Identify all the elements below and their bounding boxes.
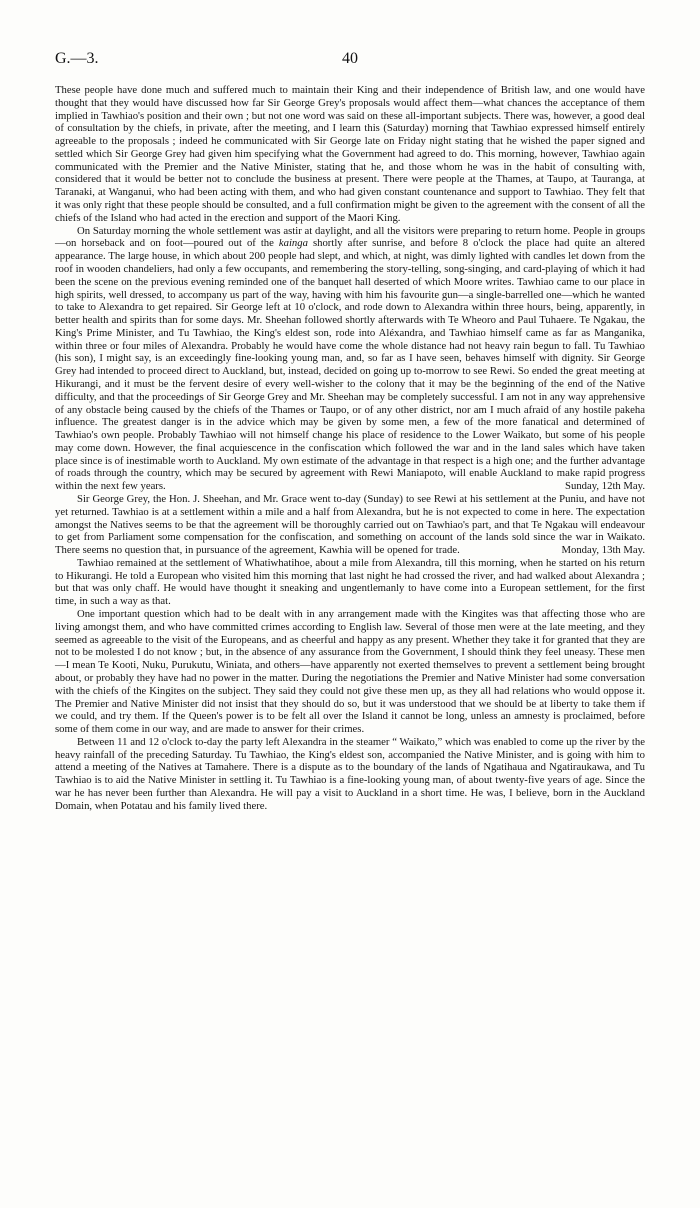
dateline: Sunday, 12th May.: [565, 480, 645, 493]
paragraph-text: Between 11 and 12 o'clock to-day the party left Alexandra in the steamer “ Waikato,” which was enabled to come up the river by the heavy rainfall of the preceding Saturday. Tu Tawhiao, the King's eldest son, accompanied the Native Minister, and is going with him to attend a meeting of the Natives at Tamahere. There is a dispute as to the boundary of the lands of Ngatihaua and Ngatiraukawa, and Tu Tawhiao is to aid the Native Minister in settling it. Tu Tawhiao is a fine-looking young man, of about twenty-five years of age. Since the war he has never been further than Alexandra. He will pay a visit to Auckland in a short time. He was, I believe, born in the Auckland Domain, when Potatau and his family lived there.: [55, 735, 645, 812]
paragraph-5: [55, 608, 645, 736]
paragraph-text-part-b: shortly after sunrise, and before 8 o'clock the place had quite an altered appearance. The large house, in which about 200 people had slept, and which, at night, was dimly lighted with candles let down from the roof in wooden chandeliers, had only a few occupants, and remembering the story-telling, song-singing, and card-playing of which it had been the scene on the previous evening reminded one of the banquet hall deserted of which Moore writes. Tawhiao came to our place in high spirits, well dressed, to accompany us part of the way, having with him his favourite gun—a single-barrelled one—which he wanted to take to Alexandra to get repaired. Sir George left at 10 o'clock, and rode down to Alexandra within three hours, being, apparently, in better health and spirits than for some days. Mr. Sheehan followed shortly afterwards with Te Wheoro and Paul Tuhaere. Te Ngakau, the King's Prime Minister, and Tu Tawhiao, the King's eldest son, rode into Aléxandra, and Tawhiao himself came as far as Manganika, within three or four miles of Alexandra. Probably he would have come the whole distance had not heavy rain begun to fall. Tu Tawhiao (his son), I might say, is an exceedingly fine-looking young man, and, so far as I have seen, behaves himself with dignity. Sir George Grey had intended to proceed direct to Auckland, but, instead, decided on going up to-morrow to see Rewi. So ended the great meeting at Hikurangi, and it must be the fervent desire of every well-wisher to the colony that it may be the beginning of the end of the Native difficulty, and that the proceedings of Sir George Grey and Mr. Sheehan may be completely successful. I am not in any way apprehensive of any obstacle being caused by the chiefs of the Thames or Taupo, or of any other district, nor am I much afraid of any hostile pakeha influence. The greatest danger is in the advice which may be given by some men, a few of the more fanatical and determined of Tawhiao's own people. Probably Tawhiao will not himself change his place of residence to the Lower Waikato, but some of his people may come down. However, the final acquiescence in the confiscation which followed the war and in the land sales which have taken place since is of inestimable worth to Auckland. My own estimate of the advantage in that respect is a high one; and the further advantage of roads through the country, which may be secured by agreement with Rewi Maniapoto, will enable Auckland to make rapid progress within the next few years.: [55, 237, 645, 493]
paragraph-2: [55, 225, 645, 493]
paragraph-text: These people have done much and suffered much to maintain their King and their independence of British law, and one would have thought that they would have discussed how far Sir George Grey's proposals would affect them—what chances the acceptance of them implied in Tawhiao's position and their own ; but not one word was said on these all-important subjects. There was, however, a good deal of consultation by the chiefs, in private, after the meeting, and I learn this (Saturday) morning that Tawhiao expressed himself entirely agreeable to the proposals ; indeed he communicated with Sir George late on Friday night stating that he wished the paper signed and settled which Sir George Grey had given him specifying what the Government had agreed to do. This morning, however, Tawhiao again communicated with the Premier and the Native Minister, stating that he, and those whom he was in the habit of consulting with, considered that it would be better not to conclude the business at present. There were people at the Thames, at Taupo, at Tauranga, at Taranaki, at Wanganui, who had been acting with them, and who had given constant countenance and support to Tawhiao. They felt that it was only right that these people should be consulted, and a full confirmation might be given to the agreement with the consent of all the chiefs of the Island who had acted in the erection and support of the Maori King.: [55, 84, 645, 224]
paragraph-text: Sir George Grey, the Hon. J. Sheehan, and Mr. Grace went to-day (Sunday) to see Rewi at his settlement at the Puniu, and have not yet returned. Tawhiao is at a settlement within a mile and a half from Alexandra, but he is not expected to come in here. The expectation amongst the Natives seems to be that the agreement will be thoroughly carried out on Tawhiao's part, and that Te Ngakau will endeavour to get from Parliament some compensation for the confiscation, and something on account of the lands sold since the war in Waikato. There seems no question that, in pursuance of the agreement, Kawhia will be opened for trade.: [55, 493, 645, 557]
italic-term: kainga: [278, 237, 308, 250]
paragraph-text: One important question which had to be dealt with in any arrangement made with the Kingites was that affecting those who are living amongst them, and who have committed crimes according to English law. Several of those men were at the late meeting, and they seemed as agreeable to the visit of the Europeans, and as cheerful and happy as any present. Whether they take it for granted that they are not to be molested I do not know ; but, in the absence of any assurance from the Government, I should think they feel uneasy. These men—I mean Te Kooti, Nuku, Purukutu, Winiata, and others—have apparently not exerted themselves to prevent a settlement being brought about, or probably they have had no power in the matter. During the negotiations the Premier and Native Minister had some conversation with the chiefs of the Kingites on the subject. They said they could not give these men up, as they all had relations who would oppose it. The Premier and Native Minister did not insist that they should do so, but it was understood that we should be at liberty to take them if we could, and try them. If the Queen's power is to be felt all over the Island it cannot be long, unless an amnesty is proclaimed, before some of them come in our way, and are made to answer for their crimes.: [55, 608, 645, 736]
dateline: Monday, 13th May.: [561, 544, 645, 557]
paragraph-6: [55, 736, 645, 813]
paragraph-1: [55, 84, 645, 225]
paragraph-text: Tawhiao remained at the settlement of Whatiwhatihoe, about a mile from Alexandra, till this morning, when he started on his return to Hikurangi. He told a European who visited him this morning that last night he had crossed the river, and had walked about Alexandra ; but that was only chaff. He would have thought it sneaking and ungentlemanly to have come into a European settlement, for the first time, in such a way as that.: [55, 556, 645, 608]
paragraph-text-part-a: On Saturday morning the whole settlement was astir at daylight, and all the visitors were preparing to return home. People in groups—on horseback and on foot—poured out of the: [55, 224, 645, 250]
paragraph-4: [55, 557, 645, 608]
document-code: G.—3.: [55, 50, 99, 67]
page-header: [55, 50, 645, 70]
article-body: [55, 84, 645, 813]
paragraph-3: [55, 493, 645, 557]
page-number: 40: [342, 50, 358, 67]
